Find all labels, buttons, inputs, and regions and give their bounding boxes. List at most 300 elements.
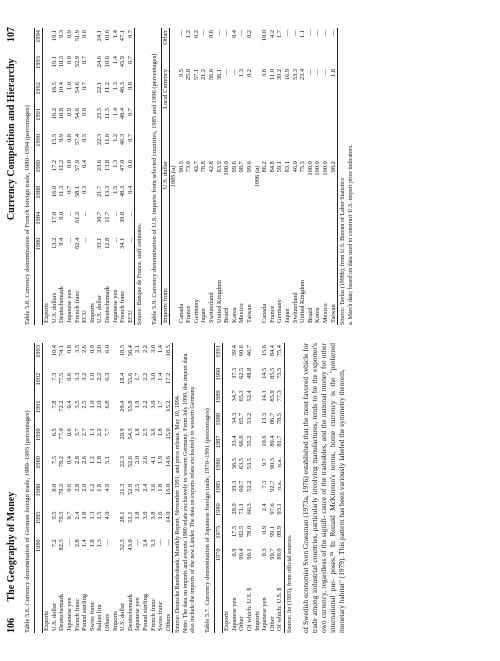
table-5-8-row [104, 28, 112, 325]
table-5-9-cell: — [215, 30, 223, 37]
table-5-6-cell: 2.7 [81, 428, 89, 437]
table-5-7-cell: 2.4 [261, 503, 269, 512]
table-5-7-cell: n.a. [276, 456, 284, 479]
table-5-7-header-cell: 1986 [214, 456, 223, 479]
table-5-8-cell: 0.6 [127, 158, 135, 184]
table-5-7-cell [223, 388, 231, 411]
table-5-7-cell [254, 524, 262, 547]
table-5-6-cell: — [134, 539, 142, 546]
table-5-6-cell: 2.2 [96, 372, 104, 381]
left-page-column [24, 343, 346, 633]
table-5-8-cell: 0.9 [65, 56, 73, 65]
table-5-9-cell: 1.7 [276, 30, 284, 38]
table-5-6-cell: 2.2 [96, 428, 104, 437]
table-5-6-row [142, 343, 150, 633]
table-5-8-cell: 10.8 [58, 107, 66, 120]
table-5-6-cell: 6.0 [103, 345, 111, 353]
table-5-6-cell: 1.2 [88, 483, 96, 492]
table-5-9-row [193, 28, 201, 325]
table-5-7-cell [254, 479, 262, 502]
table-5-6-cell: 0.7 [65, 511, 73, 520]
table-5-8-cell: 58.1 [73, 185, 81, 198]
table-5-9-cell: 84.8 [268, 161, 276, 173]
table-5-8-cell: 1.4 [111, 56, 119, 65]
table-5-8-cell: ... [111, 237, 119, 243]
table-5-7-cell: 80.0 [276, 546, 284, 569]
table-5-6-header-cell: 1988 [34, 482, 43, 510]
table-5-6-cell [112, 426, 120, 454]
table-5-8-cell: 51.9 [73, 30, 81, 42]
table-5-7 [214, 343, 285, 633]
table-5-8-row [119, 28, 127, 325]
table-5-9-cell: Switzerland [208, 292, 216, 323]
table-5-7-header-cell: 1990 [214, 366, 223, 389]
table-5-6-cell: 3.0 [141, 511, 149, 520]
table-5-8-cell: 0.4 [81, 159, 89, 168]
table-5-8-cell: ECU [81, 310, 89, 323]
table-5-8-cell: 13.8 [103, 159, 111, 172]
table-5-7-header-cell: 1988 [214, 411, 223, 434]
table-5-7-header-cell: 1980 [214, 501, 223, 524]
table-5-8-cell: 1.4 [111, 107, 119, 116]
table-5-6-row [74, 343, 82, 633]
table-5-8-cell: 0.7 [65, 185, 73, 194]
table-5-8-cell: 10.6 [103, 56, 111, 68]
table-5-6-cell: Others [165, 565, 173, 633]
table-5-8-cell: 21.7 [96, 185, 104, 198]
table-5-8-cell: 0.9 [65, 30, 73, 38]
table-5-7-cell: Japanese yen [261, 597, 269, 631]
table-5-6-cell: 0.6 [65, 483, 73, 492]
table-5-7-cell: 65.7 [238, 412, 246, 425]
table-5-7-cell: 52.4 [246, 390, 254, 402]
table-5-9-cell: Germany [276, 299, 284, 323]
table-5-8-cell: 16.5 [50, 82, 58, 94]
table-5-9-row [246, 28, 254, 325]
table-5-8 [34, 28, 136, 325]
table-5-9-cell: 63.9 [215, 161, 223, 173]
table-5-6-cell: 2.4 [73, 511, 81, 520]
table-5-9-cell: Brazil [223, 307, 231, 323]
table-5-8-cell: 0.8 [65, 133, 73, 142]
table-5-6-cell: 14.0 [165, 510, 173, 538]
table-5-6-cell: 7.2 [50, 539, 58, 548]
table-5-8-cell: 24.6 [96, 56, 104, 68]
table-5-8-cell: 9.0 [58, 211, 66, 220]
table-5-8-cell: Imports [88, 303, 96, 323]
table-5-9-cell: 53.3 [291, 68, 299, 81]
table-5-9-cell: Taiwan [246, 304, 254, 323]
table-5-7-cell: 34.7 [230, 390, 238, 402]
table-5-9-cell: — [330, 28, 338, 67]
table-5-9-cell: Germany [192, 299, 200, 323]
table-5-8-header-cell: 1989 [34, 158, 43, 184]
table-5-7-header-cell: 1970 [214, 546, 223, 569]
table-5-6-cell: 3.7 [73, 428, 81, 437]
table-5-9-subhead-1985 [170, 28, 178, 325]
table-5-6-note: Note: The data on imports and exports 1980 relate exclusively to western Germany. From July 1990, the import data also include the imports of the new Länder. The data on exports relate exclusively to western Germany. [182, 353, 197, 633]
table-5-8-header-cell: 1992 [34, 80, 43, 106]
table-5-9-cell: 21.2 [200, 68, 208, 81]
table-5-8-cell: 10.3 [58, 56, 66, 68]
table-5-9-row [307, 28, 315, 325]
table-5-6-source-text: Source: Deutsche Bundesbank, Monthly Report, November 1991, and press release, May 10, 1994. [175, 394, 182, 633]
table-5-9-cell: Switzerland [291, 292, 299, 323]
table-5-6-cell: 28.1 [119, 511, 127, 523]
table-5-8-header-cell: 1994 [34, 28, 43, 54]
table-5-6-row [51, 343, 59, 633]
table-5-7-cell: 78.0 [246, 525, 254, 538]
table-5-7-cell: 78.5 [276, 411, 284, 434]
table-5-6-cell: 3.0 [149, 372, 157, 381]
table-5-9-subhead-1996-label: 1996 (a) [253, 165, 261, 188]
table-5-9-cell: 23.4 [299, 68, 307, 81]
table-5-9-subhead-1996 [254, 28, 262, 325]
table-5-6-cell: 52.1 [126, 511, 134, 523]
table-5-6-cell: 15.2 [165, 399, 173, 427]
table-5-6-cell: Others [103, 613, 111, 631]
table-5-9-row [185, 28, 193, 325]
table-5-7-cell: 85.5 [268, 367, 276, 379]
table-5-6-cell: 82.3 [58, 539, 66, 551]
table-5-8-cell: 33.1 [96, 237, 104, 249]
table-5-9-row [200, 28, 208, 325]
table-5-6-cell [112, 454, 120, 482]
table-5-9-cell: — [177, 30, 185, 37]
table-5-6-cell: 2.2 [141, 345, 149, 353]
table-5-9-cell: 100.0 [223, 161, 231, 176]
table-5-8-cell: 13.3 [103, 185, 111, 198]
table-5-8-cell: 1.3 [111, 82, 119, 91]
table-5-6-cell: 2.0 [81, 483, 89, 492]
table-5-6-cell: 22.3 [119, 456, 127, 468]
table-5-6-cell: 1.1 [88, 428, 96, 437]
table-5-6-row [157, 343, 165, 633]
table-5-8-cell: 34.1 [119, 237, 127, 249]
table-5-6-row [119, 343, 127, 633]
table-5-6-cell: 55.6 [126, 372, 134, 384]
table-5-8-cell: 48.3 [119, 185, 127, 198]
table-5-7-cell: 82.5 [238, 525, 246, 538]
table-5-8-cell: 0.6 [81, 107, 89, 116]
table-5-9-row [299, 28, 307, 325]
table-5-8-cell: 57.9 [73, 159, 81, 172]
table-5-9-cell: United Kingdom [299, 279, 307, 323]
table-5-6-cell [112, 371, 120, 399]
table-5-9-row [314, 28, 322, 325]
table-5-6-cell: 1.4 [81, 539, 89, 548]
table-5-7-cell: 7.3 [261, 480, 269, 489]
table-5-8-cell: 46.3 [119, 82, 127, 94]
table-5-7-cell: 60.7 [238, 480, 246, 492]
table-5-9-cell: 1.1 [299, 30, 307, 38]
table-5-8-cell: ... [81, 237, 89, 243]
table-5-6-cell: 3.0 [149, 345, 157, 353]
table-5-8-cell: 10.4 [58, 82, 66, 94]
table-5-6-cell: 7.3 [50, 372, 58, 381]
table-5-9-cell: 25.8 [185, 68, 193, 81]
table-5-8-cell: 17.2 [50, 159, 58, 172]
table-5-8-cell: ... [65, 237, 73, 243]
right-running-head [6, 27, 17, 327]
table-5-9-cell: 99.6 [230, 161, 238, 173]
table-5-9-cell: 78.8 [200, 161, 208, 173]
table-5-6-cell: 3.2 [81, 372, 89, 381]
table-5-7-row [269, 343, 277, 633]
table-5-6-cell: — [165, 537, 173, 565]
table-5-6-cell: 79.2 [58, 456, 66, 468]
table-5-7-cell [223, 411, 231, 434]
table-5-9-row [223, 28, 231, 325]
table-5-7-cell: Of which: U.S. $ [246, 587, 254, 631]
table-5-6-cell: 0.6 [65, 428, 73, 437]
table-5-7-cell: 36.5 [230, 458, 238, 470]
table-5-6-cell: 56.4 [126, 345, 134, 357]
table-5-6-cell: French franc [73, 598, 81, 631]
table-5-6-cell: 1.8 [134, 428, 142, 437]
table-5-6-cell [43, 399, 51, 427]
table-5-7-cell: n.a. [276, 479, 284, 502]
table-5-6-cell: 52.9 [126, 483, 134, 495]
table-5-6-cell: 18.5 [119, 345, 127, 357]
table-5-8-cell: 10.6 [103, 30, 111, 42]
table-5-8-row [112, 28, 120, 325]
table-5-7-cell: Exports [223, 611, 231, 631]
table-5-6-cell: 1.4 [157, 345, 165, 353]
table-5-8-cell: 54.6 [73, 82, 81, 94]
table-5-7-cell: 71.1 [238, 503, 246, 515]
table-5-8-cell [43, 158, 51, 184]
table-5-8-cell: 1.2 [111, 133, 119, 142]
table-5-9-cell: — [230, 68, 238, 76]
table-5-8-cell [89, 236, 97, 262]
table-5-9 [161, 28, 339, 325]
table-5-8-row [43, 28, 51, 325]
table-5-6-cell: 7.7 [103, 428, 111, 437]
table-5-6-cell: 0.6 [65, 372, 73, 381]
table-5-6-cell: 1.7 [134, 372, 142, 381]
table-5-7-cell: 37.5 [230, 367, 238, 379]
table-5-8-cell: 9.4 [58, 237, 66, 246]
table-5-9-cell: Taiwan [330, 226, 338, 325]
table-5-6-cell: 1.0 [88, 372, 96, 381]
table-5-6-cell: — [65, 539, 73, 546]
table-5-6-row [127, 343, 135, 633]
table-5-8-cell: 12.8 [103, 237, 111, 249]
table-5-8-cell: 1.3 [111, 159, 119, 168]
table-5-9-cell: — [321, 68, 329, 76]
table-5-7-cell: 89.9 [276, 524, 284, 547]
table-5-9-cell: 16.9 [284, 68, 291, 81]
table-5-6-header-cell: 1993 [34, 343, 43, 371]
table-5-9-cell: 99.6 [246, 161, 254, 173]
table-5-9-cell: 9.5 [177, 68, 185, 77]
table-5-6-cell: 4.0 [103, 511, 111, 520]
table-5-7-cell: 15.6 [261, 345, 269, 357]
table-5-7-row [223, 343, 231, 633]
table-5-8-cell: 1.0 [65, 82, 73, 91]
table-5-7-cell: 86.7 [268, 412, 276, 425]
table-5-6-row [66, 343, 74, 633]
table-5-8-header-cell: 1980 [34, 236, 43, 262]
table-5-7-cell: 84.4 [268, 345, 276, 357]
table-5-6-row [89, 343, 97, 633]
table-5-6-cell: 3.6 [149, 428, 157, 437]
table-5-9-row [178, 28, 186, 325]
table-5-7-row [238, 343, 246, 633]
table-5-8-cell: 0.3 [81, 185, 89, 194]
table-5-9-cell: 1.3 [238, 68, 246, 77]
table-5-8-cell: ... [81, 211, 89, 217]
table-5-8-row [127, 28, 135, 325]
table-5-7-cell: 0.9 [230, 548, 238, 557]
table-5-6-header-cell [34, 565, 43, 633]
table-5-8-cell [43, 236, 51, 262]
table-5-6-cell [112, 399, 120, 427]
table-5-8-cell: 11.2 [103, 82, 111, 93]
table-5-9-row [284, 28, 292, 325]
table-5-8-cell: ... [127, 210, 135, 236]
table-5-8-cell: 62.4 [73, 237, 81, 249]
table-5-9-cell: 59.1 [276, 161, 284, 173]
table-5-6-cell: 6.5 [50, 428, 58, 437]
table-5-7-cell: 85.9 [268, 390, 276, 402]
table-5-9-cell: — [291, 30, 299, 37]
table-5-8-cell: 46.3 [119, 133, 127, 146]
table-5-6-cell: 9.5 [50, 511, 58, 520]
table-5-6-cell: — [157, 539, 165, 546]
table-5-9-row [276, 28, 284, 325]
table-5-6-cell: 2.6 [141, 456, 149, 465]
table-5-6-cell: 1.9 [134, 400, 142, 409]
table-5-8-cell: ECU [127, 262, 135, 325]
table-5-7-cell: 63.5 [238, 458, 246, 470]
table-5-8-cell: 17.0 [50, 211, 58, 223]
table-5-8-header-cell: 1993 [34, 54, 43, 80]
table-5-8-cell [43, 210, 51, 236]
table-5-8-cell: 47.0 [119, 159, 127, 172]
table-5-8-cell [43, 184, 51, 210]
table-5-6-row [43, 343, 51, 633]
table-5-7-cell: 90.4 [238, 548, 246, 560]
table-5-9-cell: Korea [230, 307, 238, 323]
table-5-9-cell: 42.7 [192, 161, 200, 173]
table-5-9-row [292, 28, 300, 325]
table-5-6-cell: 20.9 [119, 428, 127, 440]
table-5-9-cell: 83.1 [284, 161, 291, 173]
table-5-7-cell [223, 524, 231, 547]
table-5-6-cell: 54.3 [126, 428, 134, 440]
table-5-6-cell: 1.8 [157, 483, 165, 492]
table-5-9-header-cell: U.S. dollar [161, 159, 170, 226]
table-5-8-cell [43, 28, 51, 54]
right-page-number: 107 [6, 27, 17, 42]
table-5-6-cell [43, 482, 51, 510]
table-5-6-cell: 74.1 [58, 345, 66, 357]
table-5-9-cell: 4.2 [268, 30, 276, 38]
table-5-8-cell [43, 132, 51, 158]
table-5-8-cell: Deutschemark [103, 286, 111, 323]
table-5-9-cell: Mexico [238, 303, 246, 323]
table-5-7-cell: 92.7 [268, 480, 276, 492]
table-5-9-cell: 0.4 [230, 30, 238, 38]
table-5-9-cell: 1.2 [185, 30, 193, 38]
table-5-8-cell: 22.3 [96, 133, 104, 146]
table-5-7-cell: 55.2 [246, 435, 254, 447]
table-5-9-cell: 0.6 [208, 30, 216, 38]
table-5-7-cell [254, 366, 262, 389]
table-5-6-cell: 1.0 [88, 400, 96, 409]
table-5-6-cell: 3.8 [149, 511, 157, 520]
table-5-9-cell: 0.2 [192, 30, 200, 38]
table-5-6-cell: 14.6 [165, 454, 173, 482]
table-5-7-cell: 33.4 [230, 435, 238, 447]
table-5-9-cell: 90.5 [177, 161, 185, 173]
table-5-9-cell: 39.2 [276, 68, 284, 81]
table-5-8-cell: 9.9 [58, 133, 66, 142]
table-5-6-cell: — [103, 539, 111, 546]
table-5-8-cell: 9.3 [58, 30, 66, 38]
table-5-6-cell: 1.3 [88, 511, 96, 520]
table-5-9-cell: — [223, 68, 231, 76]
table-5-6-cell: Pound sterling [81, 593, 89, 631]
table-5-9-cell: France [185, 305, 193, 323]
table-5-6-cell: 2.0 [96, 400, 104, 409]
table-5-7-cell: Of which: U.S. $ [276, 569, 284, 633]
table-5-9-row [269, 28, 277, 325]
table-5-8-cell: 1.5 [111, 185, 119, 194]
table-5-8-cell: 1.4 [111, 30, 119, 38]
table-5-7-caption: Table 5.7. Currency denomination of Japanese foreign trade, 1970–1991 (percentages) [204, 408, 212, 633]
table-5-6-cell: Exports [43, 611, 51, 631]
table-5-6-cell: 20.4 [119, 400, 127, 412]
table-5-9-cell: — [314, 30, 322, 37]
table-5-7-cell: Other [268, 616, 276, 631]
table-5-9-cell: 100.0 [314, 161, 322, 176]
table-5-8-cell [43, 54, 51, 80]
table-5-6-cell: 2.8 [73, 483, 81, 492]
table-5-6-cell: 17.2 [165, 371, 173, 399]
table-5-6-cell: 7.8 [50, 400, 58, 409]
table-5-7-cell: 0.9 [261, 525, 269, 534]
table-5-7-cell: 77.3 [276, 388, 284, 411]
table-5-7-cell: 13.3 [261, 412, 269, 425]
table-5-6-cell [112, 343, 120, 371]
table-5-9-cell: 11.0 [268, 68, 276, 80]
table-5-8-cell: 24.1 [96, 30, 104, 42]
table-5-6-cell: 1.8 [157, 428, 165, 437]
table-5-6-cell: 1.5 [96, 511, 104, 520]
table-5-6-cell: 4.1 [149, 456, 157, 465]
table-5-6-cell: Swiss franc [88, 601, 96, 631]
table-5-6-cell: 2.5 [134, 483, 142, 492]
table-5-8-cell [89, 184, 97, 210]
table-5-6-cell [112, 537, 120, 565]
table-5-8-cell: 39.8 [119, 211, 127, 223]
table-5-6-cell: 2.0 [134, 456, 142, 465]
table-5-7-cell: 9.7 [261, 458, 269, 467]
table-5-8-caption: Table 5.8. Currency denomination of French foreign trade, 1980–1994 (percentages) [24, 105, 31, 325]
table-5-8-cell: 0.4 [127, 184, 135, 210]
table-5-8-cell: 22.1 [96, 82, 104, 94]
table-5-9-cell: 73.0 [185, 161, 193, 173]
table-5-6-cell: 3.0 [149, 400, 157, 409]
table-5-8-cell: 0.6 [81, 30, 89, 38]
table-5-8-cell: 11.5 [103, 107, 111, 119]
table-5-8-cell: 0.7 [127, 54, 135, 80]
table-5-8-cell: Deutschemark [58, 286, 66, 323]
table-5-6-cell: French franc [149, 598, 157, 631]
